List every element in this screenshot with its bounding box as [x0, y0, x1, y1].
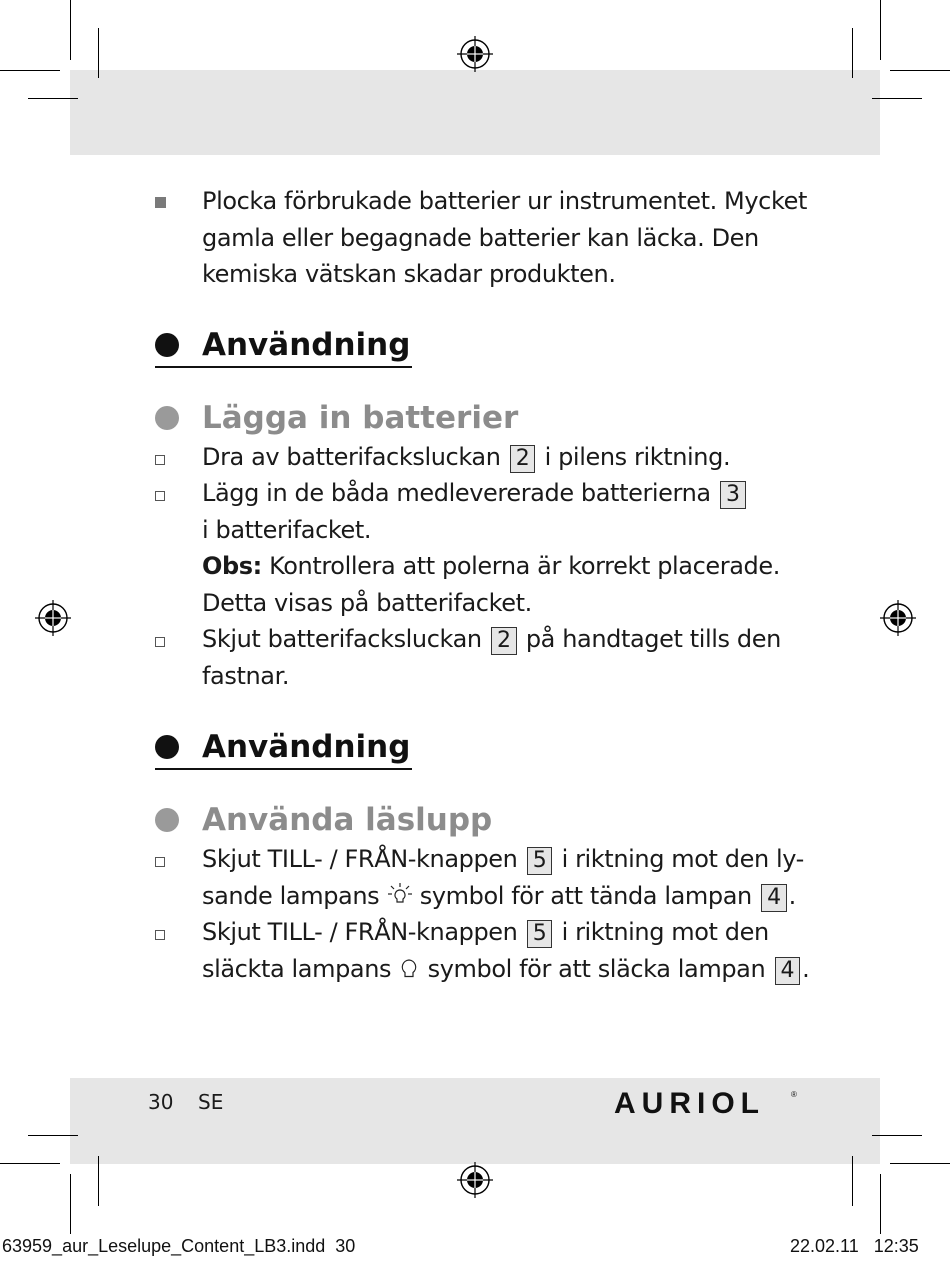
heading-dot-icon: [155, 333, 179, 357]
item-text: i riktning mot den ly-: [561, 845, 804, 873]
lamp-off-icon: [398, 957, 420, 981]
crop-mark: [70, 0, 71, 60]
item-text: .: [802, 954, 810, 983]
item-text: .: [788, 881, 796, 910]
reference-number: 3: [720, 481, 746, 509]
bullet-square-hollow: [155, 491, 165, 501]
item-text: släckta lampans: [202, 954, 392, 983]
text-line: gamla eller begagnade batterier kan läcka. Den: [202, 223, 759, 252]
bullet-paragraph: [202, 183, 822, 293]
heading-underline: [155, 366, 412, 368]
crop-mark: [890, 70, 950, 71]
item-text: Skjut TILL- / FRÅN-knappen: [202, 845, 518, 873]
lamp-on-icon: [387, 882, 413, 908]
registration-mark-icon: [457, 1162, 493, 1198]
slug-page: 30: [335, 1236, 356, 1256]
heading-dot-icon: [155, 808, 179, 832]
text-line: Plocka förbrukade batterier ur instrumentet. Mycket: [202, 187, 807, 215]
crop-mark: [28, 98, 78, 99]
item-text: i riktning mot den: [561, 918, 769, 946]
slug-time: 12:35: [873, 1236, 919, 1256]
slug-date: 22.02.11: [790, 1236, 859, 1256]
item-text: Dra av batterifacksluckan: [202, 443, 501, 471]
reference-number: 4: [761, 884, 787, 912]
text-line: kemiska vätskan skadar produkten.: [202, 260, 616, 288]
item-text: symbol för att släcka lampan: [427, 954, 766, 983]
registration-mark-icon: [35, 600, 71, 636]
item-text: Skjut batterifacksluckan: [202, 625, 482, 653]
slug-filename: [2, 1236, 355, 1257]
list-item: [202, 439, 822, 476]
crop-mark: [880, 0, 881, 60]
bullet-square-filled: [155, 197, 166, 208]
crop-mark: [852, 1156, 853, 1206]
list-item: [202, 475, 822, 621]
slug-file: 63959_aur_Leselupe_Content_LB3.indd: [2, 1236, 326, 1256]
bullet-square-hollow: [155, 455, 165, 465]
section-title: Användning: [202, 729, 411, 765]
reference-number: 5: [527, 920, 553, 948]
item-text: symbol för att tända lampan: [419, 881, 752, 910]
auriol-logo: [612, 1083, 802, 1123]
subsection-title: Använda läslupp: [202, 802, 493, 838]
slug-timestamp: [790, 1236, 919, 1257]
item-text: på handtaget tills den: [525, 625, 781, 653]
item-text: fastnar.: [202, 661, 290, 690]
list-item: [202, 621, 822, 694]
heading-dot-icon: [155, 735, 179, 759]
heading-underline: [155, 768, 412, 770]
crop-mark: [0, 1163, 60, 1164]
crop-mark: [890, 1163, 950, 1164]
list-item: [202, 914, 822, 987]
reference-number: 2: [491, 627, 517, 655]
bullet-square-hollow: [155, 930, 165, 940]
svg-text:®: ®: [791, 1090, 797, 1099]
crop-mark: [98, 1156, 99, 1206]
note-text: Detta visas på batterifacket.: [202, 588, 532, 617]
crop-mark: [98, 28, 99, 78]
svg-text:AURIOL: AURIOL: [614, 1087, 765, 1120]
registration-mark-icon: [457, 36, 493, 72]
crop-mark: [880, 1174, 881, 1234]
language-code: SE: [198, 1090, 224, 1114]
header-band: [70, 70, 880, 155]
item-text: i pilens riktning.: [544, 443, 731, 471]
item-text: Lägg in de båda medlevererade batterierna: [202, 479, 711, 507]
bullet-square-hollow: [155, 637, 165, 647]
reference-number: 4: [775, 957, 801, 985]
crop-mark: [28, 1135, 78, 1136]
heading-dot-icon: [155, 406, 179, 430]
note-label: Obs:: [202, 552, 262, 580]
section-title: Användning: [202, 327, 411, 363]
crop-mark: [872, 98, 922, 99]
item-text: i batterifacket.: [202, 515, 372, 544]
registration-mark-icon: [880, 600, 916, 636]
page-number: 30: [148, 1090, 174, 1114]
item-text: sande lampans: [202, 881, 380, 910]
crop-mark: [0, 70, 60, 71]
reference-number: 2: [510, 445, 536, 473]
crop-mark: [872, 1135, 922, 1136]
list-item: [202, 841, 822, 914]
note-text: Kontrollera att polerna är korrekt placerade.: [269, 552, 780, 580]
item-text: Skjut TILL- / FRÅN-knappen: [202, 918, 518, 946]
crop-mark: [852, 28, 853, 78]
reference-number: 5: [527, 847, 553, 875]
bullet-square-hollow: [155, 857, 165, 867]
subsection-title: Lägga in batterier: [202, 400, 519, 436]
crop-mark: [70, 1174, 71, 1234]
